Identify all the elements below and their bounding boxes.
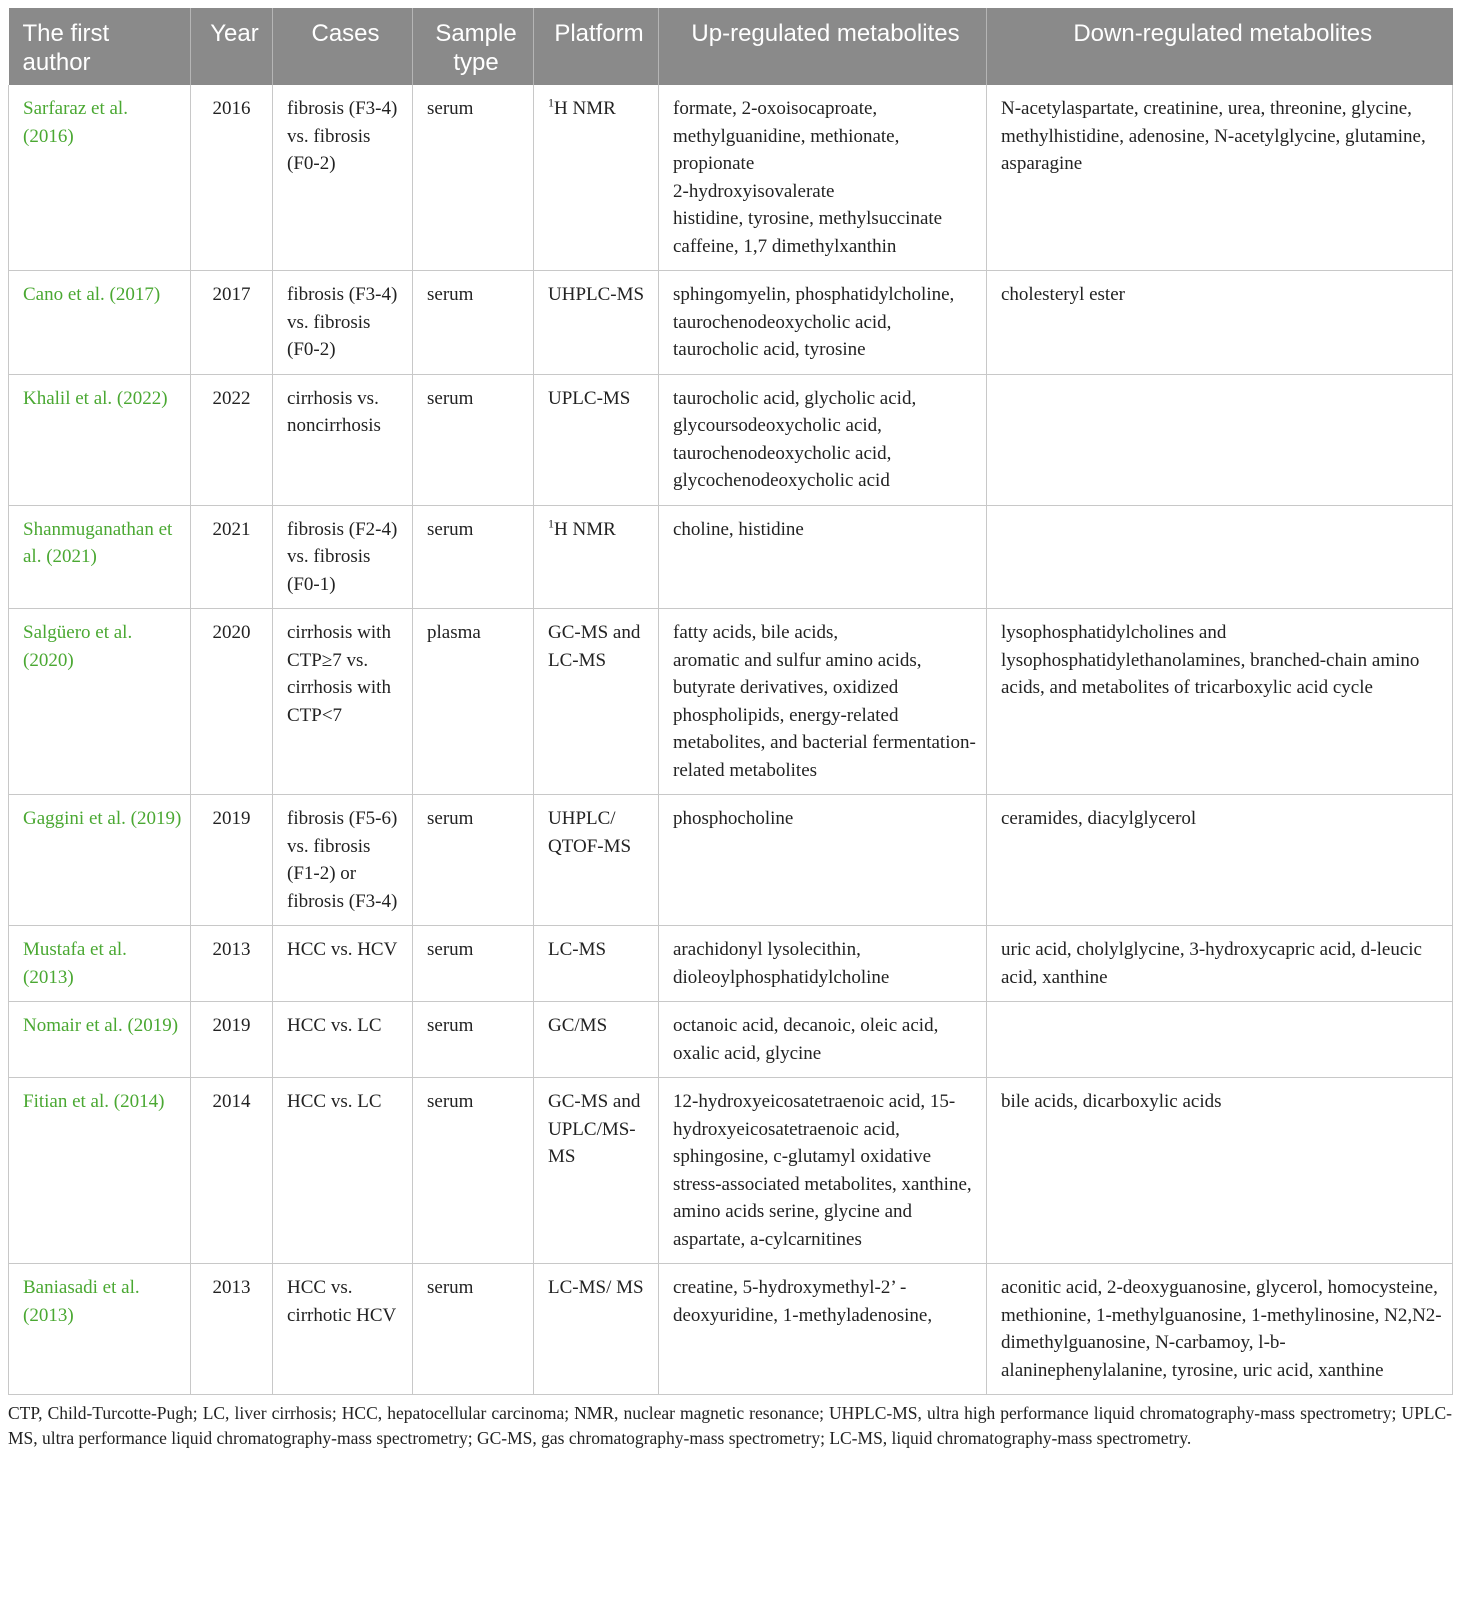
year-cell: 2014 (191, 1078, 273, 1264)
down-regulated-cell-line: cholesteryl ester (1001, 284, 1125, 305)
header-year: Year (191, 8, 273, 85)
up-regulated-cell-line: fatty acids, bile acids, (673, 622, 839, 643)
down-regulated-cell-line: N-acetylaspartate, creatinine, urea, threonine, glycine, methylhistidine, adenosine, N-acetylglycine, glutamine, asparagine (1001, 98, 1426, 174)
up-regulated-cell (659, 374, 987, 505)
table-footnote: CTP, Child-Turcotte-Pugh; LC, liver cirrhosis; HCC, hepatocellular carcinoma; NMR, nuclear magnetic resonance; UHPLC-MS, ultra high performance liquid chromatography-mass spectrometry; UPLC-MS, ultra performance liquid chromatography-mass spectrometry; GC-MS, gas chromatography-mass spectrometry; LC-MS, liquid chromatography-mass spectrometry. (8, 1403, 1452, 1448)
up-regulated-cell-line: caffeine, 1,7 dimethylxanthin (673, 235, 897, 257)
sample-type-cell: serum (413, 1078, 534, 1264)
up-regulated-cell-line: taurocholic acid, glycholic acid, glycoursodeoxycholic acid, taurochenodeoxycholic acid, glycochenodeoxycholic acid (673, 387, 917, 491)
platform-label: UHPLC-MS (548, 284, 645, 305)
up-regulated-cell (659, 609, 987, 795)
platform-label: LC-MS (548, 939, 607, 960)
table-row (9, 1264, 1453, 1395)
cases-cell: cirrhosis vs. noncirrhosis (273, 374, 413, 505)
author-link[interactable]: Khalil et al. (2022) (9, 374, 191, 505)
year-cell: 2021 (191, 505, 273, 609)
year-cell: 2017 (191, 271, 273, 375)
down-regulated-cell-line: aconitic acid, 2-deoxyguanosine, glycerol, homocysteine, methionine, 1-methylguanosine, 1-methylinosine, N2,N2-dimethylguanosine, N-carbamoy, l-b-alaninephenylalanine, tyrosine, uric acid, xanthine (1001, 1277, 1442, 1381)
table-header (9, 8, 1453, 85)
year-cell: 2019 (191, 795, 273, 926)
up-regulated-cell (659, 1078, 987, 1264)
table-row (9, 85, 1453, 271)
sample-type-cell: serum (413, 795, 534, 926)
cases-cell: cirrhosis with CTP≥7 vs. cirrhosis with CTP<7 (273, 609, 413, 795)
up-regulated-cell (659, 85, 987, 271)
sample-type-cell: serum (413, 271, 534, 375)
cases-cell: fibrosis (F3-4) vs. fibrosis (F0-2) (273, 271, 413, 375)
cases-cell: HCC vs. cirrhotic HCV (273, 1264, 413, 1395)
down-regulated-cell-line: ceramides, diacylglycerol (1001, 808, 1197, 829)
table-row (9, 609, 1453, 795)
sample-type-cell: serum (413, 374, 534, 505)
sample-type-cell: serum (413, 1002, 534, 1078)
down-regulated-cell-line: lysophosphatidylcholines and lysophosphatidylethanolamines, branched-chain amino acids, and metabolites of tricarboxylic acid cycle (1001, 622, 1420, 698)
platform-cell (534, 926, 659, 1002)
up-regulated-cell-line: 2-hydroxyisovalerate (673, 180, 835, 202)
up-regulated-cell-line: phosphocholine (673, 808, 794, 829)
platform-label: LC-MS/ MS (548, 1277, 644, 1298)
down-regulated-cell (987, 374, 1453, 505)
up-regulated-cell (659, 926, 987, 1002)
author-link[interactable]: Sarfaraz et al. (2016) (9, 85, 191, 271)
cases-cell: fibrosis (F3-4) vs. fibrosis (F0-2) (273, 85, 413, 271)
platform-cell (534, 795, 659, 926)
year-cell: 2013 (191, 1264, 273, 1395)
table-row (9, 795, 1453, 926)
author-link[interactable]: Fitian et al. (2014) (9, 1078, 191, 1264)
down-regulated-cell (987, 1002, 1453, 1078)
down-regulated-cell (987, 795, 1453, 926)
year-cell: 2019 (191, 1002, 273, 1078)
platform-label: H NMR (554, 518, 616, 540)
down-regulated-cell (987, 85, 1453, 271)
table-row (9, 505, 1453, 609)
up-regulated-cell-line: creatine, 5-hydroxymethyl-2’ -deoxyuridine, 1-methyladenosine, (673, 1277, 933, 1326)
table-row (9, 926, 1453, 1002)
platform-cell (534, 505, 659, 609)
up-regulated-cell-line: formate, 2-oxoisocaproate, methylguanidine, methionate, propionate (673, 98, 900, 174)
header-author: The first author (9, 8, 191, 85)
down-regulated-cell (987, 271, 1453, 375)
up-regulated-cell-line: 12-hydroxyeicosatetraenoic acid, 15-hydroxyeicosatetraenoic acid, sphingosine, c-glutamyl oxidative stress-associated metabolites, xanthine, amino acids serine, glycine and aspartate, a-cylcarnitines (673, 1091, 972, 1250)
header-platform: Platform (534, 8, 659, 85)
platform-label: UHPLC/ QTOF-MS (548, 808, 632, 857)
cases-cell: fibrosis (F5-6) vs. fibrosis (F1-2) or fibrosis (F3-4) (273, 795, 413, 926)
cases-cell: fibrosis (F2-4) vs. fibrosis (F0-1) (273, 505, 413, 609)
platform-superscript: 1 (548, 95, 554, 110)
platform-cell (534, 609, 659, 795)
down-regulated-cell (987, 1264, 1453, 1395)
sample-type-cell: serum (413, 926, 534, 1002)
year-cell: 2016 (191, 85, 273, 271)
table-row (9, 1078, 1453, 1264)
down-regulated-cell (987, 1078, 1453, 1264)
table-container (8, 8, 1452, 1451)
platform-label: H NMR (554, 98, 616, 119)
sample-type-cell: serum (413, 505, 534, 609)
author-link[interactable]: Baniasadi et al. (2013) (9, 1264, 191, 1395)
platform-label: GC-MS and LC-MS (548, 622, 641, 671)
down-regulated-cell-line: uric acid, cholylglycine, 3-hydroxycapric acid, d-leucic acid, xanthine (1001, 939, 1422, 988)
table-body (9, 85, 1453, 1395)
cases-cell: HCC vs. LC (273, 1078, 413, 1264)
up-regulated-cell-line: choline, histidine (673, 518, 804, 540)
up-regulated-cell (659, 505, 987, 609)
author-link[interactable]: Gaggini et al. (2019) (9, 795, 191, 926)
platform-cell (534, 374, 659, 505)
year-cell: 2020 (191, 609, 273, 795)
year-cell: 2022 (191, 374, 273, 505)
down-regulated-cell (987, 505, 1453, 609)
up-regulated-cell-line: histidine, tyrosine, methylsuccinate (673, 208, 943, 229)
table-row (9, 1002, 1453, 1078)
header-up-regulated: Up-regulated metabolites (659, 8, 987, 85)
up-regulated-cell (659, 271, 987, 375)
up-regulated-cell-line: arachidonyl lysolecithin, dioleoylphosphatidylcholine (673, 939, 890, 988)
author-link[interactable]: Shanmuganathan et al. (2021) (9, 505, 191, 609)
platform-cell (534, 1002, 659, 1078)
author-link[interactable]: Nomair et al. (2019) (9, 1002, 191, 1078)
down-regulated-cell (987, 609, 1453, 795)
author-link[interactable]: Salgüero et al. (2020) (9, 609, 191, 795)
platform-cell (534, 1264, 659, 1395)
table-row (9, 271, 1453, 375)
up-regulated-cell (659, 795, 987, 926)
up-regulated-cell-line: sphingomyelin, phosphatidylcholine, taurochenodeoxycholic acid, taurocholic acid, tyrosine (673, 284, 955, 360)
platform-label: GC-MS and UPLC/MS-MS (548, 1091, 641, 1167)
sample-type-cell: serum (413, 1264, 534, 1395)
platform-label: UPLC-MS (548, 387, 631, 409)
cases-cell: HCC vs. HCV (273, 926, 413, 1002)
header-down-regulated: Down-regulated metabolites (987, 8, 1453, 85)
header-cases: Cases (273, 8, 413, 85)
header-sample-type: Sample type (413, 8, 534, 85)
platform-superscript: 1 (548, 516, 554, 531)
up-regulated-cell (659, 1264, 987, 1395)
up-regulated-cell (659, 1002, 987, 1078)
author-link[interactable]: Mustafa et al. (2013) (9, 926, 191, 1002)
cases-cell: HCC vs. LC (273, 1002, 413, 1078)
sample-type-cell: serum (413, 85, 534, 271)
down-regulated-cell (987, 926, 1453, 1002)
author-link[interactable]: Cano et al. (2017) (9, 271, 191, 375)
up-regulated-cell-line: aromatic and sulfur amino acids, butyrate derivatives, oxidized phospholipids, energy-related metabolites, and bacterial fermentation-related metabolites (673, 649, 976, 781)
table-row (9, 374, 1453, 505)
sample-type-cell: plasma (413, 609, 534, 795)
year-cell: 2013 (191, 926, 273, 1002)
down-regulated-cell-line: bile acids, dicarboxylic acids (1001, 1091, 1222, 1112)
platform-label: GC/MS (548, 1015, 608, 1036)
platform-cell (534, 1078, 659, 1264)
platform-cell (534, 271, 659, 375)
up-regulated-cell-line: octanoic acid, decanoic, oleic acid, oxalic acid, glycine (673, 1015, 939, 1064)
platform-cell (534, 85, 659, 271)
metabolites-table (8, 8, 1453, 1395)
